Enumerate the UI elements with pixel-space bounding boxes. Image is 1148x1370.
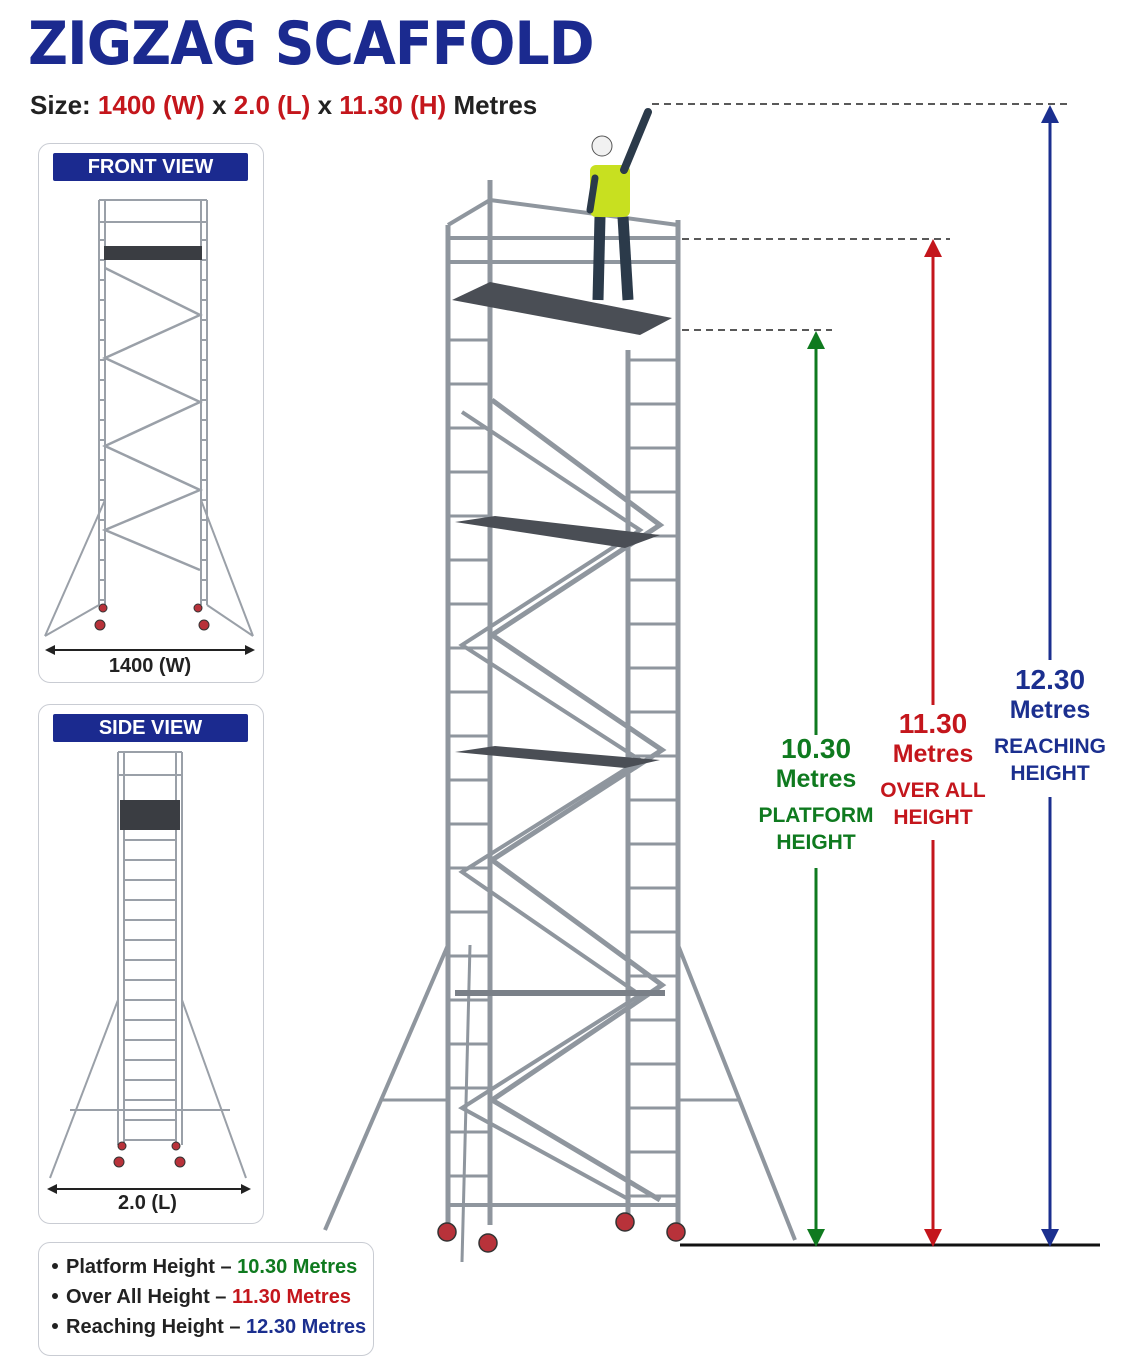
front-view-label: FRONT VIEW [53,153,248,181]
main-scaffold [325,180,795,1262]
front-view-scaffold [45,200,253,636]
side-view-wheels [114,1142,185,1167]
platform-height-label: PLATFORM HEIGHT [758,804,874,854]
reaching-height-label: REACHING HEIGHT [993,735,1106,785]
side-view-label: SIDE VIEW [53,714,248,742]
reaching-height-value: 12.30 [1014,664,1086,695]
front-view-platform [104,246,202,260]
worker-figure [590,112,648,300]
reaching-height-callout [975,665,1125,787]
side-view-dimension: 2.0 (L) [118,1192,177,1214]
main-wheels [438,1213,685,1252]
size-width: 1400 (W) [97,90,205,120]
overall-height-label: OVER ALL HEIGHT [880,779,986,829]
size-prefix: Size: [30,90,98,120]
size-sep-2: x [310,90,340,120]
platform-height-unit: Metres [775,765,857,793]
size-suffix: Metres [446,90,538,120]
size-length: 2.0 (L) [233,90,311,120]
front-view-dimension: 1400 (W) [108,655,192,677]
overall-height-unit: Metres [892,740,974,768]
page-title: ZIGZAG SCAFFOLD [28,9,594,79]
platform-height-value: 10.30 [780,733,852,764]
side-view-platform [120,800,180,830]
front-view-wheels [95,604,209,630]
overall-height-value: 11.30 [898,708,968,739]
reaching-height-unit: Metres [1009,696,1091,724]
legend-item-platform: Platform Height – 10.30 Metres [50,1252,366,1282]
legend-item-reaching: Reaching Height – 12.30 Metres [50,1312,366,1342]
size-sep-1: x [204,90,234,120]
size-height: 11.30 (H) [339,90,447,120]
legend-item-overall: Over All Height – 11.30 Metres [50,1282,366,1312]
